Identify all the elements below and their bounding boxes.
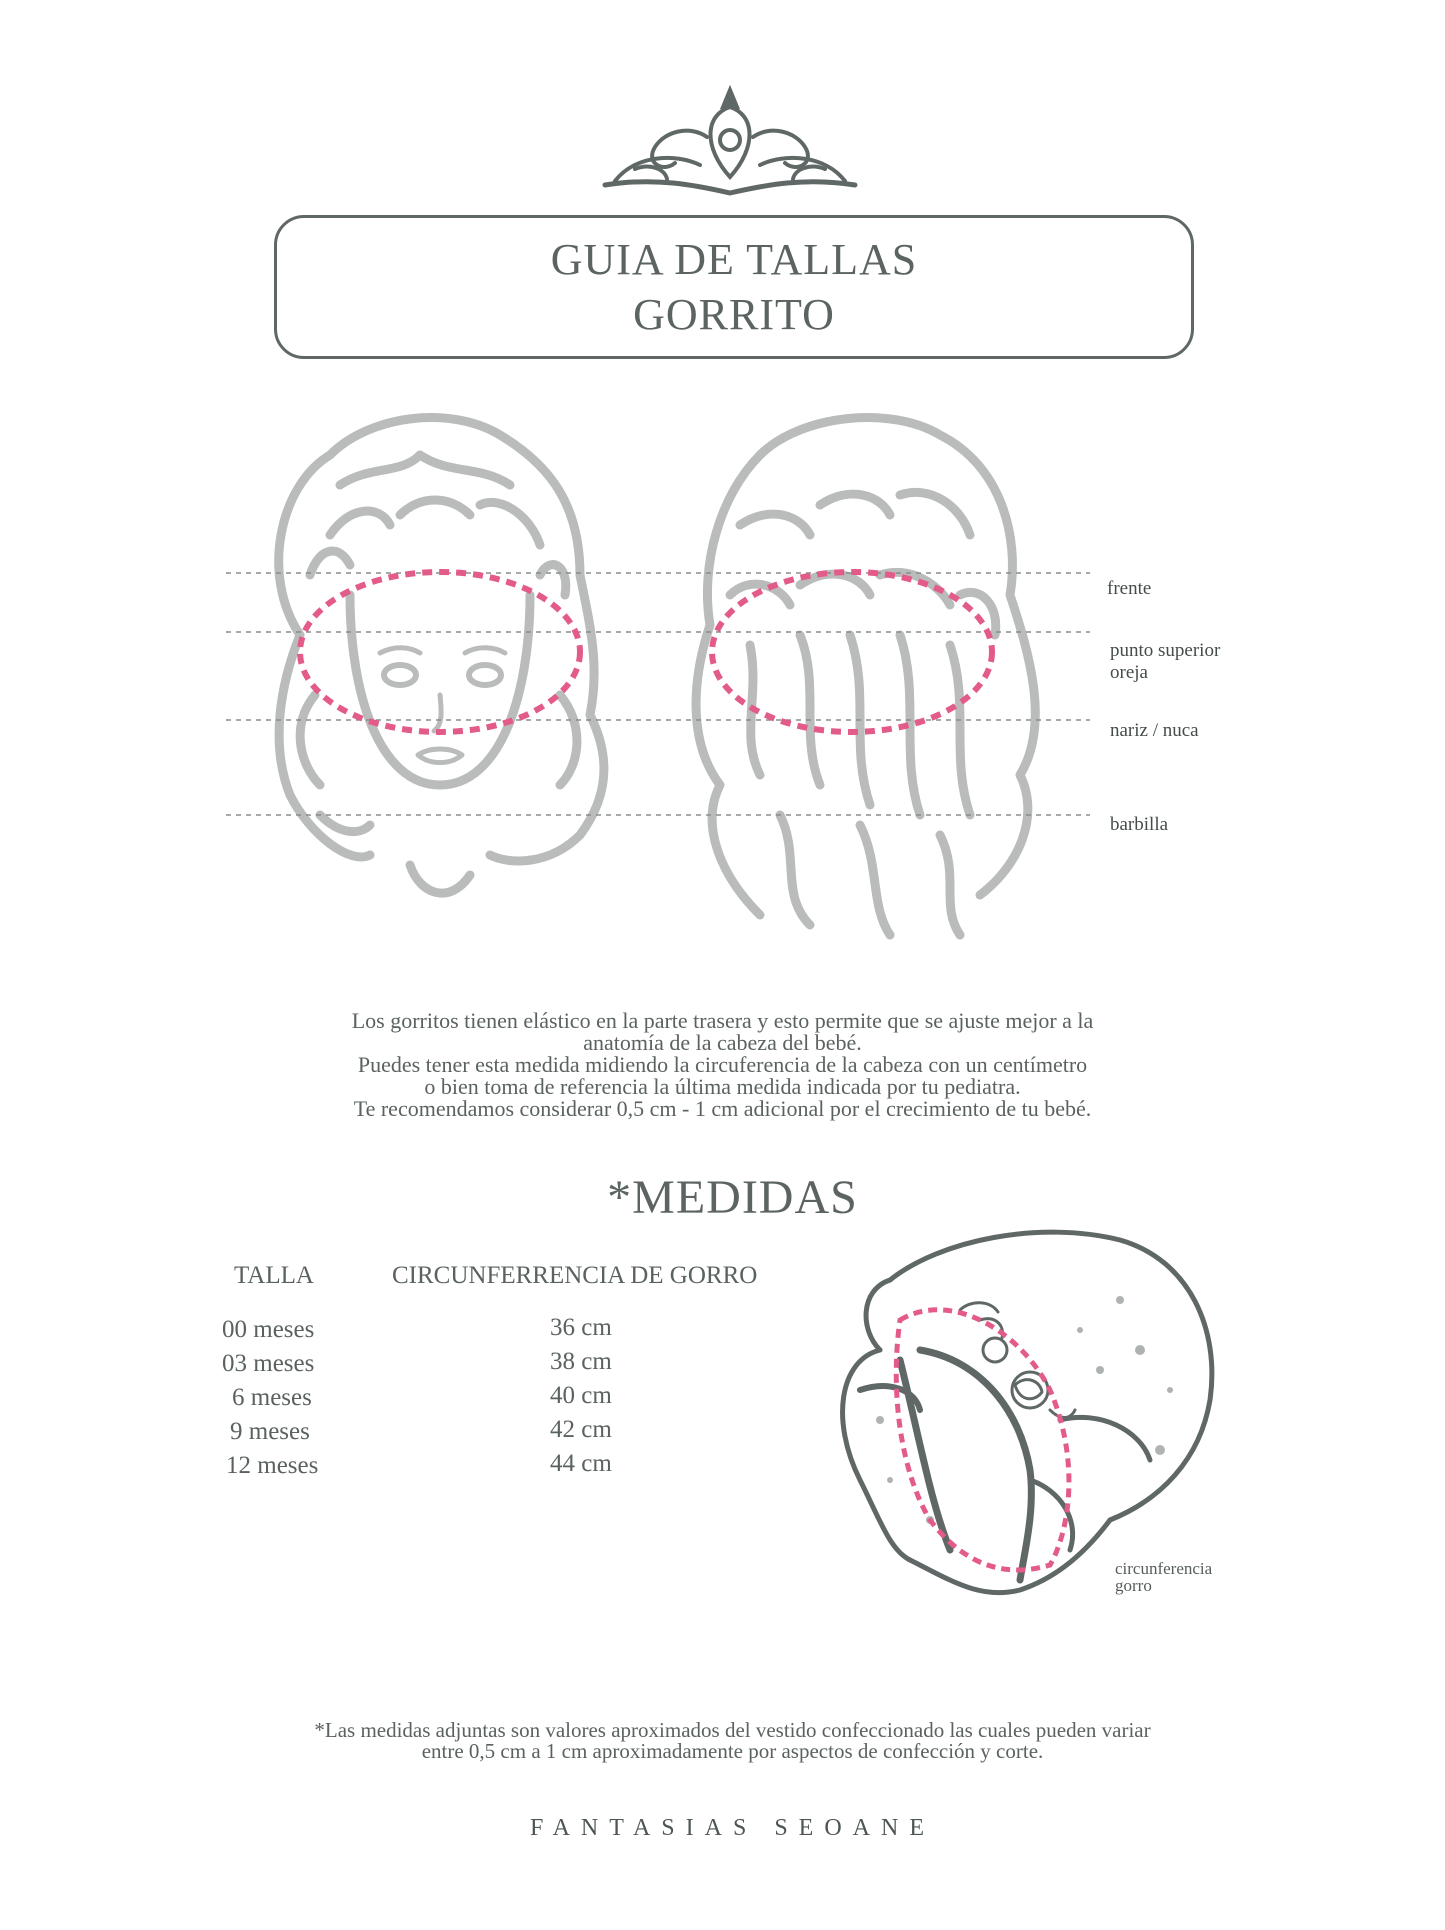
talla-cell: 03 meses <box>222 1350 315 1377</box>
footer-note <box>150 1720 1315 1762</box>
front-head-hair <box>279 418 604 861</box>
description-line: Te recomendamos considerar 0,5 cm - 1 cm adicional por el crecimiento de tu bebé. <box>353 1096 1092 1121</box>
circ-cell: 44 cm <box>550 1450 612 1477</box>
page-title: GUIA DE TALLAS <box>550 235 918 284</box>
description-paragraph <box>230 1010 1215 1120</box>
label-frente: frente <box>1107 578 1152 599</box>
description-line: Los gorritos tienen elástico en la parte trasera y esto permite que se ajuste mejor a la <box>351 1008 1094 1033</box>
medidas-title: *MEDIDAS <box>607 1171 858 1224</box>
talla-cell: 9 meses <box>230 1418 310 1445</box>
talla-cell: 12 meses <box>226 1452 319 1479</box>
page-subtitle: GORRITO <box>633 290 835 339</box>
footer-note-line: entre 0,5 cm a 1 cm aproximadamente por aspectos de confección y corte. <box>421 1739 1044 1763</box>
front-face <box>350 595 530 785</box>
col-header-circunferencia: CIRCUNFERRENCIA DE GORRO <box>392 1262 758 1289</box>
label-barbilla: barbilla <box>1110 814 1169 835</box>
label-punto-superior-oreja: punto superior oreja <box>1110 640 1221 683</box>
crown-ornament-icon <box>595 85 865 200</box>
circ-cell: 40 cm <box>550 1382 612 1409</box>
description-line: o bien toma de referencia la última medida indicada por tu pediatra. <box>424 1074 1021 1099</box>
hat-illustration <box>820 1220 1230 1610</box>
head-illustrations <box>220 395 1120 955</box>
brand-name: FANTASIAS SEOANE <box>530 1815 935 1841</box>
label-nariz-nuca: nariz / nuca <box>1110 720 1199 741</box>
title-box <box>274 215 1194 359</box>
circ-cell: 42 cm <box>550 1416 612 1443</box>
description-line: Puedes tener esta medida midiendo la circuferencia de la cabeza con un centímetro <box>357 1052 1088 1077</box>
footer-note-line: *Las medidas adjuntas son valores aproximados del vestido confeccionado las cuales pueden variar <box>314 1718 1151 1742</box>
hat-circumference-label: circunferencia gorro <box>1115 1559 1213 1595</box>
circ-cell: 36 cm <box>550 1314 612 1341</box>
talla-cell: 6 meses <box>232 1384 312 1411</box>
talla-cell: 00 meses <box>222 1316 315 1343</box>
col-header-talla: TALLA <box>234 1262 314 1289</box>
circ-cell: 38 cm <box>550 1348 612 1375</box>
description-line: anatomía de la cabeza del bebé. <box>583 1030 862 1055</box>
